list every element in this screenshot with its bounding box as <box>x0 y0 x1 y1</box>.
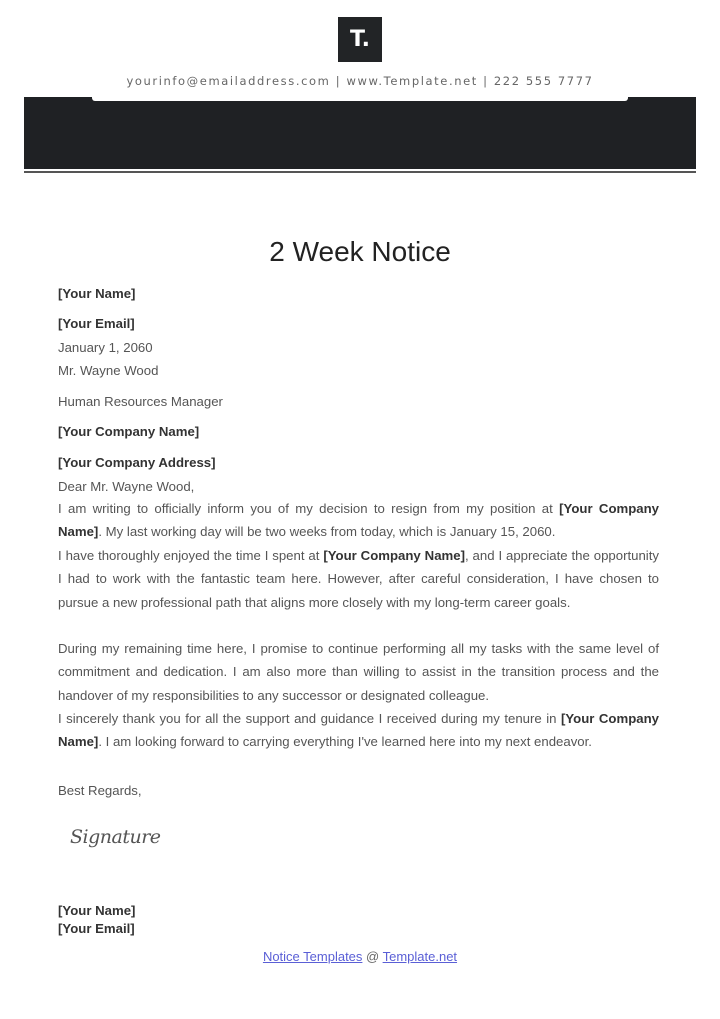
link-separator: @ <box>362 949 383 964</box>
company-address: [Your Company Address] <box>58 455 216 470</box>
template-logo <box>338 17 382 62</box>
closing: Best Regards, <box>58 783 142 798</box>
recipient-title: Human Resources Manager <box>58 394 223 409</box>
banner-divider <box>24 171 696 173</box>
footer-sender-email: [Your Email] <box>58 921 135 936</box>
paragraph-2 <box>58 544 659 614</box>
template-net-link[interactable]: Template.net <box>382 949 458 964</box>
page-title: 2 Week Notice <box>269 236 451 267</box>
logo-text: T. <box>349 27 371 52</box>
paragraph-text: , and I appreciate the opportunity I had to work with the fantastic team here. However, after careful consideration, I have chosen to pursue a new professional path that aligns more closely with my long-term career goals. <box>58 548 659 610</box>
footer-links <box>0 949 720 964</box>
paragraph-text: . I am looking forward to carrying everything I've learned here into my next endeavor. <box>98 734 592 750</box>
paragraph-1 <box>58 497 659 544</box>
sender-email: [Your Email] <box>58 316 135 331</box>
notice-templates-link[interactable]: Notice Templates <box>262 949 363 964</box>
banner-notch <box>92 97 628 101</box>
salutation: Dear Mr. Wayne Wood, <box>58 479 195 494</box>
paragraph-text: I sincerely thank you for all the support and guidance I received during my tenure in <box>58 711 561 726</box>
company-placeholder: [Your Company Name] <box>58 501 660 540</box>
paragraph-3 <box>58 637 659 707</box>
signature: Signature <box>70 826 161 848</box>
header-banner <box>24 97 696 169</box>
contact-line: yourinfo@emailaddress.com | www.Template.net | 222 555 7777 <box>126 74 594 88</box>
recipient-name: Mr. Wayne Wood <box>58 363 159 378</box>
paragraph-text: During my remaining time here, I promise to continue performing all my tasks with the same level of commitment and dedication. I am also more than willing to assist in the transition process and the handover of my responsibilities to any successor or designated colleague. <box>58 641 659 703</box>
company-placeholder: [Your Company Name] <box>323 548 465 563</box>
paragraph-text: I have thoroughly enjoyed the time I spent at <box>58 548 324 563</box>
paragraph-text: . My last working day will be two weeks from today, which is January 15, 2060. <box>98 524 556 540</box>
paragraph-4 <box>58 707 659 754</box>
paragraph-text: I am writing to officially inform you of my decision to resign from my position at <box>58 501 560 516</box>
company-name: [Your Company Name] <box>58 424 200 439</box>
letter-date: January 1, 2060 <box>58 340 153 355</box>
company-placeholder: [Your Company Name] <box>58 711 659 750</box>
sender-name: [Your Name] <box>58 286 136 301</box>
footer-sender-name: [Your Name] <box>58 903 136 918</box>
